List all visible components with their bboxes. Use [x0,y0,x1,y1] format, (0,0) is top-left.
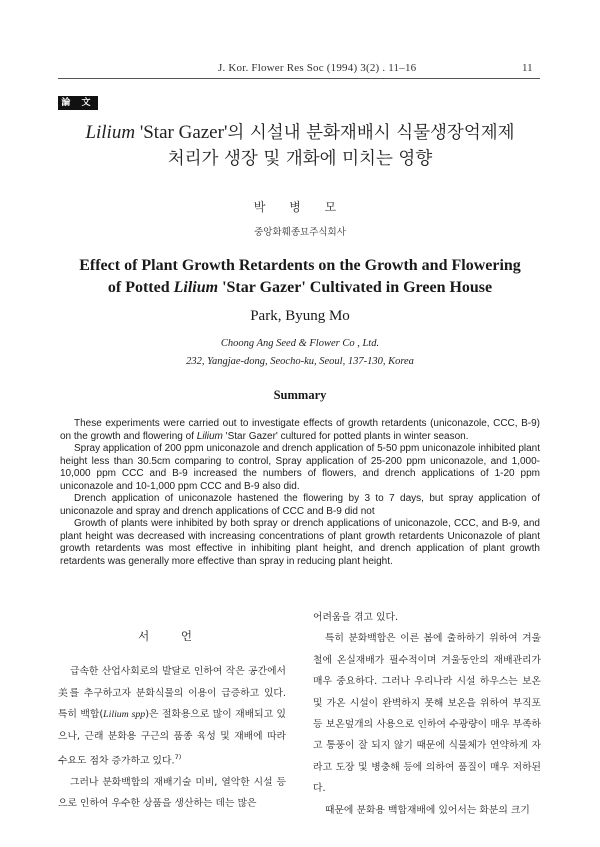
english-title-line-2 [0,277,600,299]
korean-title-line-1 [0,120,600,146]
intro-paragraph-1 [58,661,286,771]
summary-p1-post: 'Star Gazer' cultured for potted plants in winter season. [222,430,469,442]
summary-p1-genus: Lilium [196,430,223,442]
korean-title-genus: Lilium [85,122,136,143]
intro-paragraph-2: 그러나 분화백합의 재배기술 미비, 열악한 시설 등으로 인하여 우수한 상품을 생산하는 데는 많은 [58,776,286,810]
citation-superscript: 7) [174,753,182,762]
intro-paragraph-3: 특히 분화백합은 이른 봄에 출하하기 위하여 겨울철에 온실재배가 필수적이며 겨울동안의 재배관리가 매우 중요하다. 그러나 우리나라 시설 하우스는 보온 및 가온 시설이 완벽하지 못해 보온을 위하여 부직포등 보온덮개의 사용으로 인하여 수광량이 매우 부족하고 통풍이 잘 되지 않기 때문에 식물체가 연약하게 자라고 도장 및 병충해 등에 의하여 품질이 매우 저하된다. [313,633,541,795]
english-author: Park, Byung Mo [250,308,350,324]
page-number: 11 [522,62,533,74]
article-type-badge: 論 文 [58,96,98,110]
korean-title [0,120,600,172]
english-title-line-2-pre: of Potted [107,279,174,296]
header-rule [58,78,540,79]
english-affiliation [0,335,600,371]
intro-p1-species: Lilium spp [103,709,146,721]
summary-paragraph-1 [60,418,540,443]
affiliation-company: Choong Ang Seed & Flower Co , Ltd. [220,338,380,349]
summary-body [60,418,540,568]
english-title [0,255,600,299]
introduction-heading: 서 언 [138,629,206,643]
summary-paragraph-3: Drench application of uniconazole hastened the flowering by 3 to 7 days, but spray application of uniconazole and spray and drench applications of CCC and B-9 did not [60,493,540,517]
running-head [0,62,600,78]
korean-title-line-1-rest: 의 시설내 분화재배시 식물생장억제제 [227,123,515,143]
korean-author: 박 병 모 [253,200,347,214]
journal-citation: J. Kor. Flower Res Soc (1994) 3(2) . 11–16 [218,62,417,74]
english-title-line-2-post: 'Star Gazer' Cultivated in Green House [218,279,493,296]
body-column-left [58,626,286,815]
intro-p1-b: )은 절화용으로 많이 재배되고 있으나, 근래 분화용 구근의 품종 육성 및 재배에 따라 수요도 점차 증가하고 있다. [58,709,287,767]
summary-paragraph-4: Growth of plants were inhibited by both spray or drench applications of uniconazole, CCC, and B-9, and plant height was decreased with increasing concentrations of plant growth retardents Uniconazole of plant growth retardents was most effective in inhibiting plant height, and drench application of plant growth retardents was generally more effective than spray in reducing plant height. [60,518,540,567]
intro-p1-a: 급속한 산업사회로의 발달로 인하여 작은 공간에서 美를 추구하고자 분화식물의 이용이 급증하고 있다. 특히 백합( [58,666,286,721]
body-column-right [313,607,541,821]
korean-title-cultivar: 'Star Gazer' [135,122,228,143]
summary-p1-pre: These experiments were carried out to investigate effects of growth retardents (uniconazole, CCC, B-9) on the growth and flowering of [60,418,540,442]
english-title-genus: Lilium [173,279,219,296]
intro-paragraph-4: 때문에 분화용 백합재배에 있어서는 화분의 크기 [325,804,530,816]
korean-affiliation: 중앙화훼종묘주식회사 [254,227,346,238]
intro-paragraph-continued: 어려움을 겪고 있다. [313,612,399,623]
english-title-line-1: Effect of Plant Growth Retardents on the Growth and Flowering [79,257,521,274]
summary-paragraph-2: Spray application of 200 ppm uniconazole and drench application of 5-50 ppm uniconazole inhibited plant height less than 30.5cm comparing to control, Spray application of 25-200 ppm uniconazole, and 1,000-10,000 ppm CCC and B-9 increased the numbers of flowers, and drench applications of 1-20 ppm uniconazole and 10-1,000 ppm CCC and B-9 also did. [60,443,540,492]
affiliation-address: 232, Yangjae-dong, Seocho-ku, Seoul, 137-130, Korea [186,356,414,367]
korean-title-line-2: 처리가 생장 및 개화에 미치는 영향 [167,149,433,169]
summary-heading: Summary [273,388,327,402]
